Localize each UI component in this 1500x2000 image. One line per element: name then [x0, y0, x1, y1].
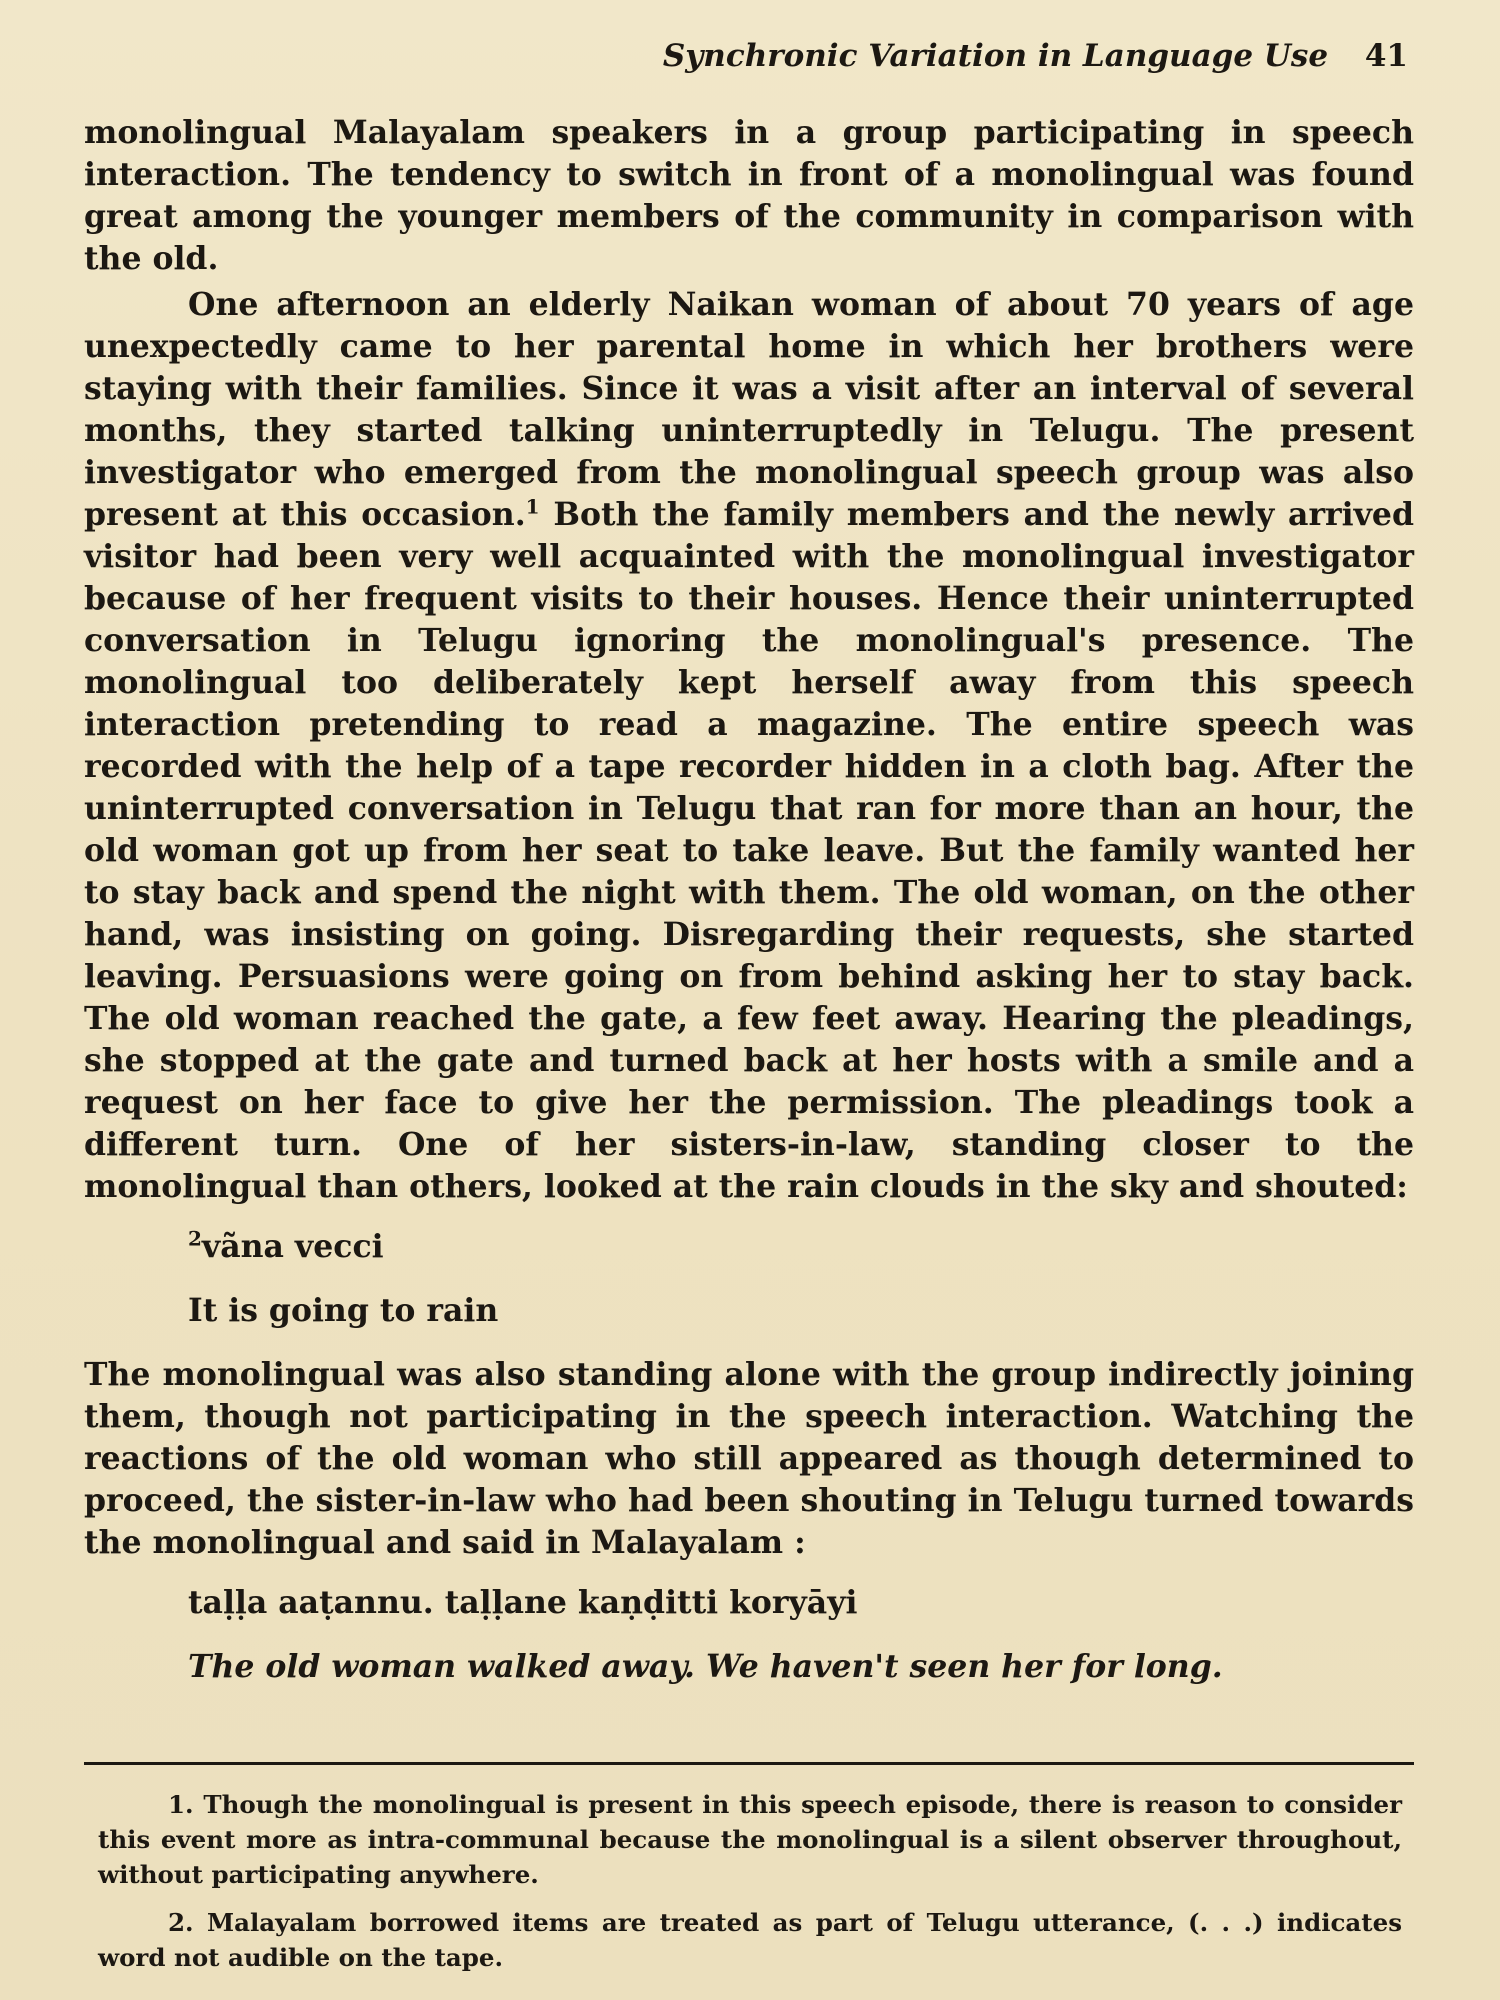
paragraph-2	[84, 284, 1414, 1208]
paragraph-2-text-b: Both the family members and the newly arrived visitor had been very well acquainted with the monolingual investigator because of her frequent visits to their houses. Hence their uninterrupted conversation in Telugu ignoring the monolingual's presence. The monolingual too deliberately kept herself away from this speech interaction pretending to read a magazine. The entire speech was recorded with the help of a tape recorder hidden in a cloth bag. After the uninterrupted conversation in Telugu that ran for more than an hour, the old woman got up from her seat to take leave. But the family wanted her to stay back and spend the night with them. The old woman, on the other hand, was insisting on going. Disregarding their requests, she started leaving. Persuasions were going on from behind asking her to stay back. The old woman reached the gate, a few feet away. Hearing the pleadings, she stopped at the gate and turned back at her hosts with a smile and a request on her face to give her the permission. The pleadings took a different turn. One of her sisters-in-law, standing closer to the monolingual than others, looked at the rain clouds in the sky and shouted:	[84, 496, 1414, 1205]
paragraph-2-text-a: One afternoon an elderly Naikan woman of about 70 years of age unexpectedly came to her parental home in which her brothers were staying with their families. Since it was a visit after an interval of several months, they started talking uninterruptedly in Telugu. The present investigator who emerged from the monolingual speech group was also present at this occasion.	[84, 286, 1414, 533]
example-2-gloss: The old woman walked away. We haven't seen her for long.	[188, 1648, 1223, 1685]
footnote-1-text: Though the monolingual is present in this speech episode, there is reason to consider this event more as intra-communal because the monolingual is a silent observer throughout, without participating anywhere.	[98, 1790, 1402, 1889]
example-1-native	[188, 1226, 1414, 1268]
running-head	[663, 38, 1408, 74]
footnote-2-number: 2.	[168, 1908, 194, 1937]
footnote-2	[98, 1905, 1402, 1975]
page-number: 41	[1364, 38, 1408, 74]
footnote-divider	[84, 1762, 1414, 1765]
footnote-ref-1: 1	[525, 494, 540, 519]
running-head-title: Synchronic Variation in Language Use	[662, 38, 1329, 74]
paragraph-1: monolingual Malayalam speakers in a group participating in speech interaction. The tendency to switch in front of a monolingual was found great among the younger members of the community in comparison with the old.	[84, 114, 1414, 277]
example-1-native-text: vãna vecci	[201, 1228, 384, 1265]
footnote-2-text: Malayalam borrowed items are treated as part of Telugu utterance, (. . .) indicates word not audible on the tape.	[98, 1908, 1402, 1972]
footnote-1	[98, 1787, 1402, 1892]
example-2-native: taḷḷa aaṭannu. taḷḷane kaṇḍitti koryāyi	[188, 1584, 858, 1621]
footnote-ref-2: 2	[188, 1226, 202, 1251]
footnote-1-number: 1.	[168, 1790, 194, 1819]
main-text	[84, 112, 1414, 1688]
paragraph-3: The monolingual was also standing alone with the group indirectly joining them, though not participating in the speech interaction. Watching the reactions of the old woman who still appeared as though determined to proceed, the sister-in-law who had been shouting in Telugu turned towards the monolingual and said in Malayalam :	[84, 1356, 1414, 1561]
example-1-gloss: It is going to rain	[188, 1292, 499, 1329]
footnotes	[98, 1787, 1402, 1988]
